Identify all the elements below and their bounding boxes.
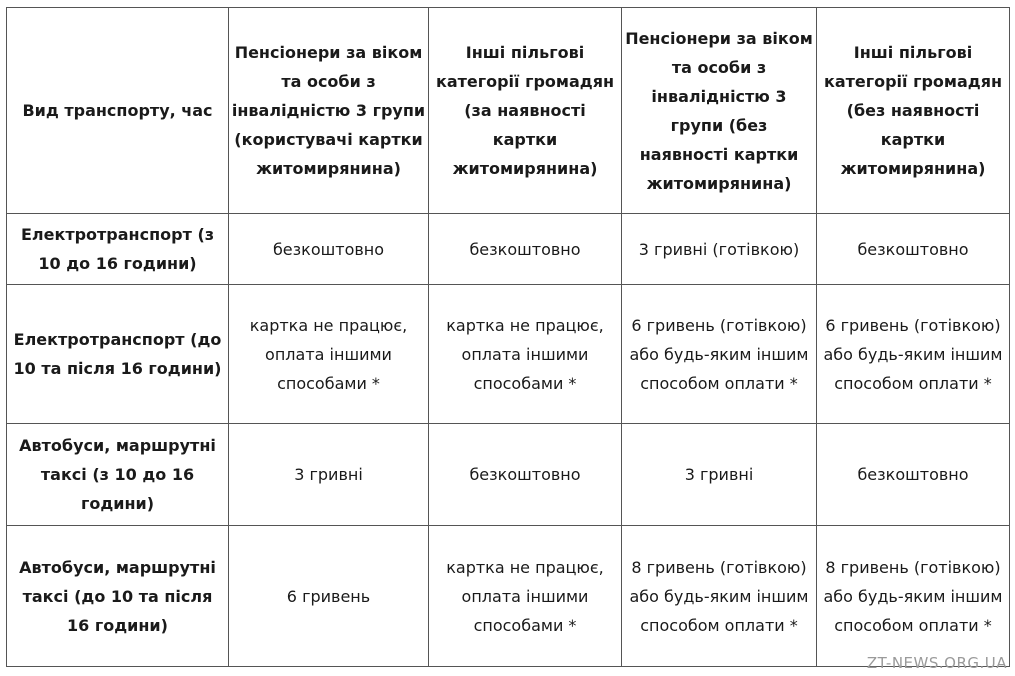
header-cell-pensioners-without-card: Пенсіонери за віком та особи з інвалідністю 3 групи (без наявності картки житомирянина) (622, 8, 817, 214)
table-cell: картка не працює, оплата іншими способами * (429, 526, 622, 667)
header-row (7, 8, 1010, 214)
table-cell: безкоштовно (817, 424, 1010, 526)
table-row (7, 526, 1010, 667)
table-cell: картка не працює, оплата іншими способами * (429, 285, 622, 424)
table-cell: безкоштовно (229, 214, 429, 285)
table-row (7, 424, 1010, 526)
watermark: ZT-NEWS.ORG.UA (866, 654, 1007, 672)
table-cell: картка не працює, оплата іншими способами * (229, 285, 429, 424)
table-cell: 6 гривень (готівкою) або будь-яким іншим способом оплати * (622, 285, 817, 424)
header-cell-transport: Вид транспорту, час (7, 8, 229, 214)
table-cell: 3 гривні (229, 424, 429, 526)
table-cell: безкоштовно (429, 424, 622, 526)
table-cell: 6 гривень (229, 526, 429, 667)
row-label: Автобуси, маршрутні таксі (з 10 до 16 години) (7, 424, 229, 526)
table-row (7, 214, 1010, 285)
table-cell: 3 гривні (622, 424, 817, 526)
table-cell: 8 гривень (готівкою) або будь-яким іншим способом оплати * (622, 526, 817, 667)
table-cell: 3 гривні (готівкою) (622, 214, 817, 285)
row-label: Автобуси, маршрутні таксі (до 10 та після 16 години) (7, 526, 229, 667)
table-cell: безкоштовно (817, 214, 1010, 285)
table-row (7, 285, 1010, 424)
table-cell: 6 гривень (готівкою) або будь-яким іншим способом оплати * (817, 285, 1010, 424)
header-cell-other-with-card: Інші пільгові категорії громадян (за наявності картки житомирянина) (429, 8, 622, 214)
row-label: Електротранспорт (до 10 та після 16 години) (7, 285, 229, 424)
row-label: Електротранспорт (з 10 до 16 години) (7, 214, 229, 285)
table-cell: безкоштовно (429, 214, 622, 285)
header-cell-other-without-card: Інші пільгові категорії громадян (без наявності картки житомирянина) (817, 8, 1010, 214)
table-cell: 8 гривень (готівкою) або будь-яким іншим способом оплати * (817, 526, 1010, 667)
fare-table (6, 7, 1010, 667)
header-cell-pensioners-with-card: Пенсіонери за віком та особи з інвалідністю 3 групи (користувачі картки житомирянина) (229, 8, 429, 214)
